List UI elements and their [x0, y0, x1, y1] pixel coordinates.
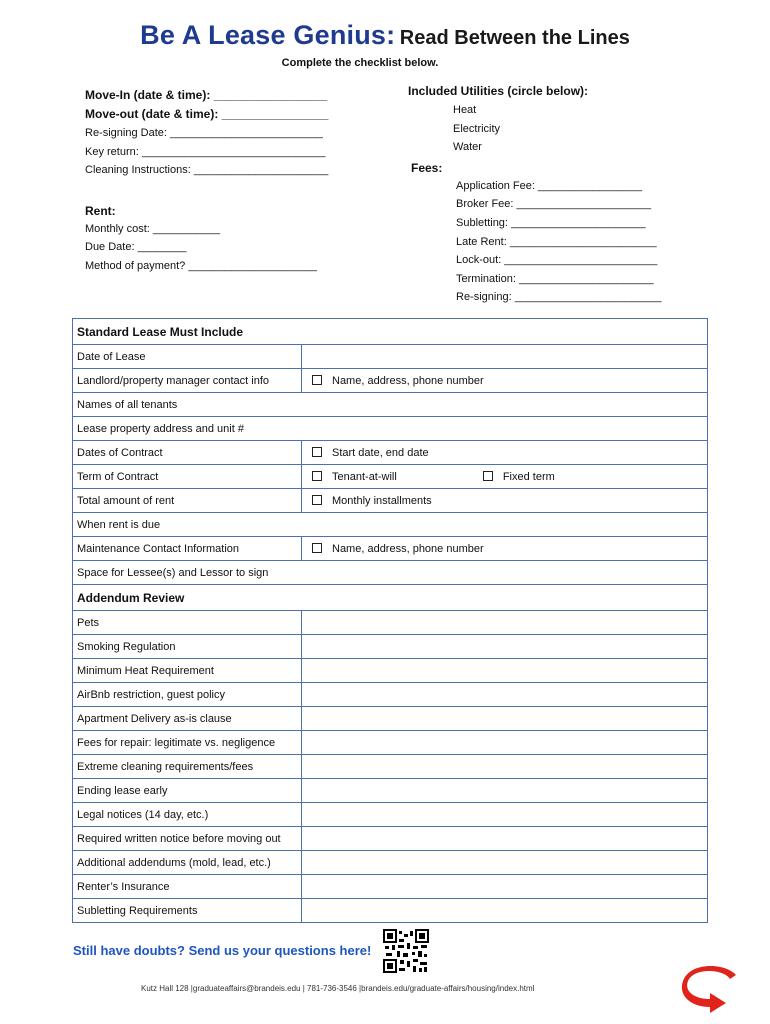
addendum-notes-cell[interactable] [302, 707, 708, 731]
standard-row-options [302, 441, 708, 465]
checkbox-label: Fixed term [502, 470, 555, 483]
addendum-row [73, 611, 708, 635]
checkbox-label: Start date, end date [332, 446, 429, 459]
addendum-row-label: Ending lease early [73, 779, 302, 803]
addendum-notes-cell[interactable] [302, 827, 708, 851]
addendum-notes-cell[interactable] [302, 779, 708, 803]
move-in-field[interactable]: Move-In (date & time): _________________ [85, 88, 328, 102]
utilities-heading: Included Utilities (circle below): [408, 84, 589, 98]
standard-row-label: Term of Contract [73, 465, 302, 489]
checkbox-label: Monthly installments [332, 494, 432, 507]
checkbox-label: Name, address, phone number [332, 374, 484, 387]
addendum-table [72, 584, 708, 923]
addendum-row [73, 779, 708, 803]
standard-row [73, 489, 708, 513]
fee-termination[interactable]: Termination: ______________________ [456, 273, 654, 285]
standard-row-label: Date of Lease [73, 345, 302, 369]
monthly-cost-field[interactable]: Monthly cost: ___________ [85, 223, 221, 235]
addendum-row [73, 683, 708, 707]
title-sub: Read Between the Lines [399, 27, 630, 49]
checkbox-option[interactable] [477, 471, 555, 483]
addendum-notes-cell[interactable] [302, 803, 708, 827]
checkbox-option[interactable] [306, 447, 429, 459]
addendum-row-label: AirBnb restriction, guest policy [73, 683, 302, 707]
footer-question: Still have doubts? Send us your questions here! [73, 943, 372, 958]
standard-row-options [302, 465, 708, 489]
fee-subletting[interactable]: Subletting: ______________________ [456, 217, 646, 229]
addendum-row-label: Additional addendums (mold, lead, etc.) [73, 851, 302, 875]
move-out-field[interactable]: Move-out (date & time): ________________ [85, 107, 329, 121]
addendum-row [73, 635, 708, 659]
addendum-row [73, 731, 708, 755]
addendum-row-label: Minimum Heat Requirement [73, 659, 302, 683]
standard-row [73, 561, 708, 585]
addendum-row-label: Renter’s Insurance [73, 875, 302, 899]
standard-row-label: Total amount of rent [73, 489, 302, 513]
checkbox-icon[interactable] [312, 375, 322, 385]
turn-page-arrow-icon[interactable] [680, 963, 742, 1020]
standard-row-options [302, 537, 708, 561]
key-return-field[interactable]: Key return: ______________________________ [85, 146, 326, 158]
addendum-row-label: Required written notice before moving out [73, 827, 302, 851]
addendum-row-label: Legal notices (14 day, etc.) [73, 803, 302, 827]
standard-row [73, 537, 708, 561]
addendum-row-label: Smoking Regulation [73, 635, 302, 659]
fees-heading: Fees: [411, 161, 443, 175]
addendum-row [73, 755, 708, 779]
addendum-row [73, 851, 708, 875]
addendum-heading: Addendum Review [73, 585, 708, 611]
addendum-row-label: Apartment Delivery as-is clause [73, 707, 302, 731]
addendum-row [73, 875, 708, 899]
standard-row-label: Maintenance Contact Information [73, 537, 302, 561]
addendum-row [73, 659, 708, 683]
addendum-notes-cell[interactable] [302, 875, 708, 899]
addendum-notes-cell[interactable] [302, 851, 708, 875]
addendum-row-label: Fees for repair: legitimate vs. negligence [73, 731, 302, 755]
standard-heading: Standard Lease Must Include [73, 319, 708, 345]
addendum-row-label: Extreme cleaning requirements/fees [73, 755, 302, 779]
addendum-notes-cell[interactable] [302, 611, 708, 635]
instruction: Complete the checklist below. [281, 57, 439, 69]
standard-row-label: Space for Lessee(s) and Lessor to sign [73, 561, 708, 585]
standard-row-options [302, 489, 708, 513]
addendum-notes-cell[interactable] [302, 683, 708, 707]
standard-row [73, 465, 708, 489]
addendum-row [73, 803, 708, 827]
checkbox-icon[interactable] [312, 447, 322, 457]
checkbox-label: Tenant-at-will [332, 470, 397, 483]
footer-contact: Kutz Hall 128 |graduateaffairs@brandeis.edu | 781-736-3546 |brandeis.edu/graduate-affairs/housing/index.html [141, 984, 535, 993]
standard-row-label: Names of all tenants [73, 393, 708, 417]
standard-row [73, 369, 708, 393]
addendum-notes-cell[interactable] [302, 731, 708, 755]
addendum-row-label: Subletting Requirements [73, 899, 302, 923]
checkbox-option[interactable] [306, 471, 397, 483]
utility-electricity[interactable]: Electricity [453, 123, 501, 135]
resigning-field[interactable]: Re-signing Date: _________________________ [85, 127, 323, 139]
standard-row-label: Landlord/property manager contact info [73, 369, 302, 393]
standard-row-label: Lease property address and unit # [73, 417, 708, 441]
checkbox-icon[interactable] [312, 543, 322, 553]
checkbox-icon[interactable] [483, 471, 493, 481]
standard-row [73, 441, 708, 465]
addendum-row-label: Pets [73, 611, 302, 635]
fee-lockout[interactable]: Lock-out: _________________________ [456, 254, 658, 266]
addendum-notes-cell[interactable] [302, 635, 708, 659]
fee-broker[interactable]: Broker Fee: ______________________ [456, 198, 652, 210]
title-main: Be A Lease Genius: [140, 20, 396, 50]
addendum-notes-cell[interactable] [302, 659, 708, 683]
addendum-row [73, 899, 708, 923]
standard-row [73, 345, 708, 369]
standard-row-options [302, 369, 708, 393]
fee-resigning[interactable]: Re-signing: ________________________ [456, 291, 662, 303]
rent-heading: Rent: [85, 204, 116, 218]
standard-row [73, 417, 708, 441]
payment-field[interactable]: Method of payment? _____________________ [85, 260, 317, 272]
checkbox-option[interactable] [306, 543, 484, 555]
standard-row [73, 393, 708, 417]
standard-row-options [302, 345, 708, 369]
standard-row-label: When rent is due [73, 513, 708, 537]
addendum-notes-cell[interactable] [302, 899, 708, 923]
fee-late-rent[interactable]: Late Rent: ________________________ [456, 236, 657, 248]
checkbox-option[interactable] [306, 375, 484, 387]
utility-water[interactable]: Water [453, 141, 482, 153]
checkbox-icon[interactable] [312, 471, 322, 481]
addendum-row [73, 827, 708, 851]
standard-row-label: Dates of Contract [73, 441, 302, 465]
cleaning-field[interactable]: Cleaning Instructions: ______________________ [85, 164, 329, 176]
addendum-row [73, 707, 708, 731]
checkbox-icon[interactable] [312, 495, 322, 505]
standard-row [73, 513, 708, 537]
fee-application[interactable]: Application Fee: _________________ [456, 180, 642, 192]
utility-heat[interactable]: Heat [453, 104, 477, 116]
due-date-field[interactable]: Due Date: ________ [85, 241, 187, 253]
page-title [0, 20, 770, 51]
checkbox-label: Name, address, phone number [332, 542, 484, 555]
qr-code-icon[interactable] [383, 929, 429, 978]
addendum-notes-cell[interactable] [302, 755, 708, 779]
checkbox-option[interactable] [306, 495, 432, 507]
standard-lease-table [72, 318, 708, 585]
